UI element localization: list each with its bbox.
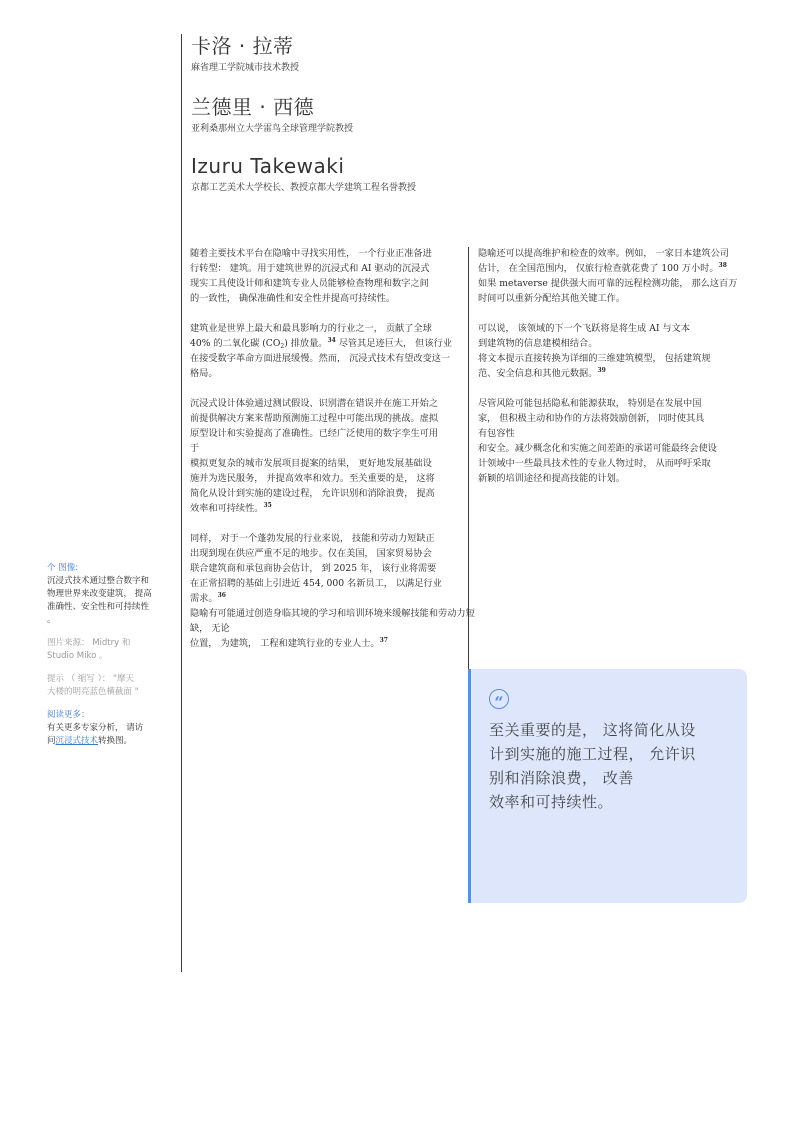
author-name: Izuru Takewaki xyxy=(191,154,345,178)
author-name: 卡洛 · 拉蒂 xyxy=(191,34,294,58)
paragraph: 隐喻还可以提高维护和检查的效率。例如， 一家日本建筑公司 估计， 在全国范围内， 仅旅行检查就花费了 100 万小时。$^{38}$ 如果 metaverse 提供强大而可靠的远程检测功能， 那么这百万 时间可以重新分配给其他关键工作。 xyxy=(478,248,738,304)
read-more-label: 阅读更多： xyxy=(47,710,90,720)
author-block-1 xyxy=(191,34,299,74)
footnote-ref: 38 xyxy=(718,262,727,269)
author-name: 兰德里 · 西德 xyxy=(191,95,315,119)
footnote-ref: 39 xyxy=(597,367,606,374)
image-source: 图片来源： Midtry 和 Studio Miko 。 xyxy=(47,638,131,661)
footnote-ref: 34 xyxy=(327,337,336,344)
author-affiliation: 京都工艺美术大学校长、教授京都大学建筑工程名誉教授 xyxy=(191,183,417,193)
margin-rule xyxy=(181,34,182,972)
image-prompt: 提示 （ 缩写 ）： "摩天 大楼的明亮蓝色横截面 " xyxy=(47,674,139,697)
sidebar xyxy=(47,562,163,748)
author-affiliation: 麻省理工学院城市技术教授 xyxy=(191,63,300,73)
footnote-ref: 36 xyxy=(217,592,226,599)
footnote-ref: 35 xyxy=(263,502,272,509)
author-block-3 xyxy=(191,154,416,194)
paragraph: 可以说， 该领域的下一个飞跃将是将生成 AI 与文本 到建筑物的信息建模相结合。 将文本提示直接转换为详细的三维建筑模型， 包括建筑规 范、安全信息和其他元数据。$^{39}$ xyxy=(478,323,711,379)
paragraph: 尽管风险可能包括隐私和能源获取， 特别是在发展中国 家， 但积极主动和协作的方法将鼓励创新， 同时使其具 有包容性 和安全。减少概念化和实施之间差距的承诺可能最终会使设 计领域中一些最具技术性的专业人物过时， 从而呼吁采取 新颖的培训途径和提高技能的计划。 xyxy=(478,398,717,484)
quote-icon: “ xyxy=(489,689,509,709)
paragraph: 建筑业是世界上最大和最具影响力的行业之一， 贡献了全球 40% 的二氧化碳 $(CO_2)$ 排放量。$^{34}$ 尽管其足迹巨大， 但该行业 在接受数字革命方面进展缓慢。然而， 沉浸式技术有望改变这一 格局。 xyxy=(190,323,452,379)
paragraph: 随着主要技术平台在隐喻中寻找实用性， 一个行业正准备进 行转型： 建筑。用于建筑世界的沉浸式和 AI 驱动的沉浸式 现实工具使设计师和建筑专业人员能够检查物理和数字之间 的一致性， 确保准确性和安全性并提高可持续性。 xyxy=(190,248,432,304)
image-caption: 沉浸式技术通过整合数字和 物理世界来改变建筑， 提高 准确性、安全性和可持续性 。 xyxy=(47,576,152,625)
read-more-text: 有关更多专家分析， 请访 问沉浸式技术转换图。 xyxy=(47,723,144,746)
pull-quote xyxy=(468,669,747,903)
footnote-ref: 37 xyxy=(379,637,388,644)
body-column-left xyxy=(190,246,475,666)
immersive-tech-link[interactable]: 沉浸式技术 xyxy=(55,736,99,746)
paragraph: 同样， 对于一个蓬勃发展的行业来说， 技能和劳动力短缺正 出现到现在供应严重不足的地步。仅在美国， 国家贸易协会 联合建筑商和承包商协会估计， 到 2025 年， 该行业将需要 在正常招聘的基础上引进近 454, 000 名新员工， 以满足行业 需求。$^{36}$ 隐喻有可能通过创造身临其境的学习和培训环境来缓解技能和劳动力短 缺， 无论 位置， 为建筑， 工程和建筑行业的专业人士。$^{37}$ xyxy=(190,533,475,649)
author-affiliation: 亚利桑那州立大学雷鸟全球管理学院教授 xyxy=(191,124,354,134)
image-label: 个 图像: xyxy=(47,563,79,573)
paragraph: 沉浸式设计体验通过测试假设、识别潜在错误并在施工开始之 前提供解决方案来帮助预测施工过程中可能出现的挑战。虚拟 原型设计和实验提高了准确性。已经广泛使用的数字孪生可用 于 模拟更复杂的城市发展项目提案的结果， 更好地发展基础设 施并为选民服务， 并提高效率和效力。至关重要的是， 这将 简化从设计到实施的建设过程， 允许识别和消除浪费， 提高 效率和可持续性。$^{35}$ xyxy=(190,398,439,514)
pull-quote-text: 至关重要的是， 这将简化从设 计到实施的施工过程， 允许识 别和消除浪费， 改善 效率和可持续性。 xyxy=(489,721,696,811)
body-column-right xyxy=(478,246,750,501)
column-divider xyxy=(468,247,469,669)
author-block-2 xyxy=(191,95,353,135)
